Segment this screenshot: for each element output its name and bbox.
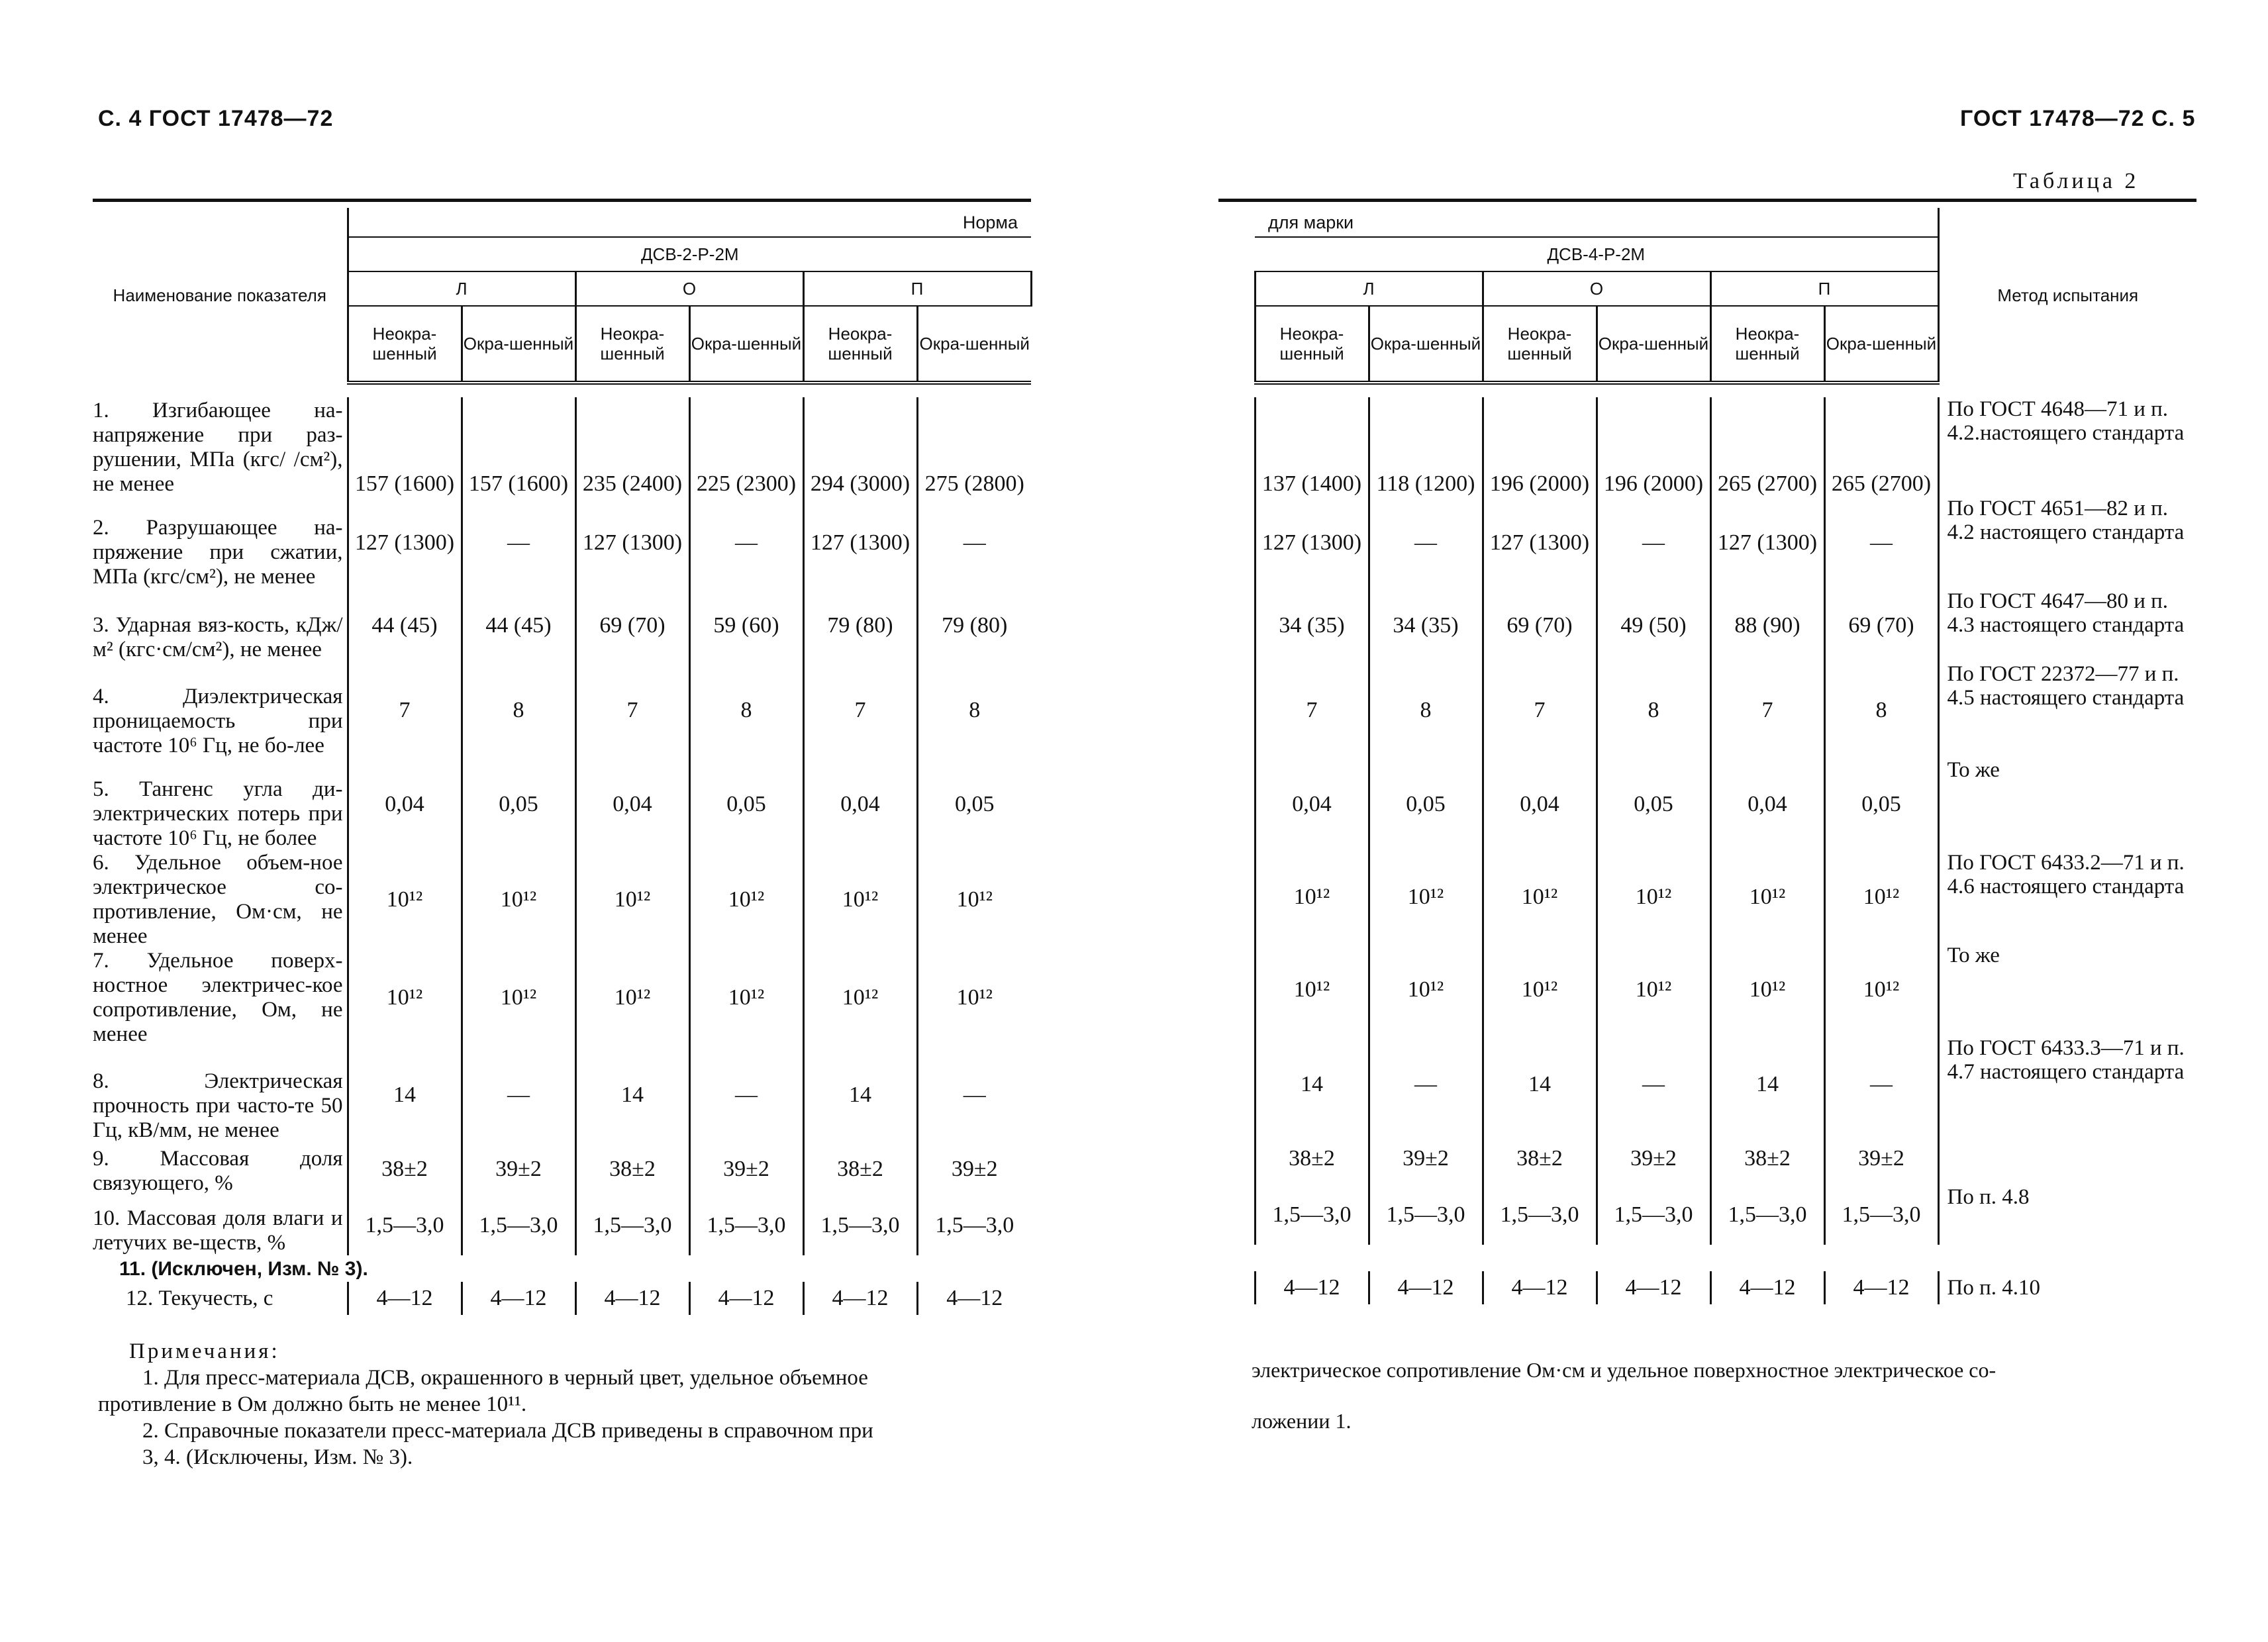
- value-cell: 0,04: [803, 758, 917, 851]
- value-cell: 10¹²: [348, 851, 462, 949]
- value-cell: 4—12: [803, 1282, 917, 1315]
- method-cell: По ГОСТ 6433.3—71 и п. 4.7 настоящего стандарта: [1938, 1036, 2196, 1132]
- painted-header: Окра-шенный: [689, 306, 803, 383]
- row-name: 2. Разрушающее на-пряжение при сжатии, МПа (кгс/см²), не менее: [93, 516, 343, 589]
- method-cell: [1938, 1132, 2196, 1185]
- value-cell: 1,5—3,0: [917, 1196, 1031, 1255]
- table-row: [93, 1196, 1031, 1255]
- value-cell: 8: [462, 662, 575, 758]
- value-cell: 38±2: [1483, 1132, 1597, 1185]
- row-name: 7. Удельное поверх-ностное электричес-кое сопротивление, Ом, не менее: [93, 949, 343, 1046]
- page-header-right: ГОСТ 17478—72 С. 5: [1960, 106, 2196, 131]
- value-cell: 4—12: [1597, 1271, 1710, 1304]
- value-cell: 10¹²: [917, 949, 1031, 1047]
- table-top-rule: [93, 199, 1031, 202]
- table-row: [93, 1143, 1031, 1196]
- method-cell: По ГОСТ 6433.2—71 и п. 4.6 настоящего стандарта: [1938, 851, 2196, 943]
- value-cell: 79 (80): [803, 589, 917, 662]
- value-cell: 8: [689, 662, 803, 758]
- value-cell: 235 (2400): [575, 397, 689, 497]
- value-cell: —: [462, 1047, 575, 1143]
- grade-header: ДСВ-4-Р-2М: [1255, 237, 1938, 271]
- value-cell: 10¹²: [575, 949, 689, 1047]
- value-cell: 4—12: [917, 1282, 1031, 1315]
- table-row: [93, 851, 1031, 949]
- value-cell: 0,05: [917, 758, 1031, 851]
- value-cell: —: [917, 1047, 1031, 1143]
- value-cell: 44 (45): [348, 589, 462, 662]
- value-cell: 38±2: [1255, 1132, 1369, 1185]
- table-row: [93, 397, 1031, 497]
- value-cell: 14: [1483, 1036, 1597, 1132]
- table-row: [1218, 1132, 2196, 1185]
- value-cell: 4—12: [1483, 1271, 1597, 1304]
- row-name: 6. Удельное объем-ное электрическое со-противление, Ом·см, не менее: [93, 851, 343, 948]
- value-cell: 38±2: [575, 1143, 689, 1196]
- method-cell: То же: [1938, 758, 2196, 851]
- value-cell: 4—12: [348, 1282, 462, 1315]
- notes-line-3: 2. Справочные показатели пресс-материала ДСВ приведены в справочном при: [142, 1419, 873, 1443]
- method-column-header: Метод испытания: [1938, 208, 2196, 383]
- value-cell: 10¹²: [803, 851, 917, 949]
- value-cell: 69 (70): [1824, 589, 1938, 662]
- value-cell: 118 (1200): [1369, 397, 1483, 497]
- row-11-excluded: 11. (Исключен, Изм. № 3).: [119, 1257, 368, 1280]
- value-cell: 10¹²: [1710, 943, 1824, 1036]
- value-cell: 88 (90): [1710, 589, 1824, 662]
- method-cell: По п. 4.10: [1938, 1271, 2196, 1304]
- value-cell: 1,5—3,0: [1597, 1185, 1710, 1245]
- type-header-2: П: [1710, 271, 1938, 306]
- table-row: [1218, 589, 2196, 662]
- value-cell: 14: [348, 1047, 462, 1143]
- value-cell: 69 (70): [1483, 589, 1597, 662]
- value-cell: 127 (1300): [1710, 497, 1824, 589]
- value-cell: 0,05: [462, 758, 575, 851]
- value-cell: 0,04: [1710, 758, 1824, 851]
- unpainted-header: Неокра-шенный: [1483, 306, 1597, 383]
- table-row: [1218, 397, 2196, 497]
- row-name: 8. Электрическая прочность при часто-те 50 Гц, кВ/мм, не менее: [93, 1069, 343, 1142]
- value-cell: 14: [803, 1047, 917, 1143]
- painted-header: Окра-шенный: [1369, 306, 1483, 383]
- value-cell: 127 (1300): [1255, 497, 1369, 589]
- value-cell: 0,05: [1597, 758, 1710, 851]
- value-cell: 39±2: [1824, 1132, 1938, 1185]
- value-cell: 137 (1400): [1255, 397, 1369, 497]
- value-cell: 38±2: [803, 1143, 917, 1196]
- value-cell: 0,04: [1255, 758, 1369, 851]
- value-cell: 225 (2300): [689, 397, 803, 497]
- value-cell: 127 (1300): [348, 497, 462, 589]
- value-cell: 1,5—3,0: [1710, 1185, 1824, 1245]
- value-cell: 0,04: [348, 758, 462, 851]
- value-cell: 10¹²: [803, 949, 917, 1047]
- value-cell: 39±2: [1597, 1132, 1710, 1185]
- value-cell: —: [1824, 497, 1938, 589]
- value-cell: 10¹²: [1483, 851, 1597, 943]
- value-cell: 10¹²: [1824, 851, 1938, 943]
- grade-header: ДСВ-2-Р-2М: [348, 237, 1031, 271]
- table-top-rule: [1218, 199, 2196, 202]
- value-cell: 10¹²: [348, 949, 462, 1047]
- value-cell: 38±2: [348, 1143, 462, 1196]
- type-header-1: О: [575, 271, 803, 306]
- value-cell: 79 (80): [917, 589, 1031, 662]
- table-row: [93, 589, 1031, 662]
- table-row: [93, 662, 1031, 758]
- value-cell: 7: [1483, 662, 1597, 758]
- value-cell: 1,5—3,0: [1824, 1185, 1938, 1245]
- value-cell: 44 (45): [462, 589, 575, 662]
- value-cell: 127 (1300): [803, 497, 917, 589]
- notes-heading: Примечания:: [129, 1339, 280, 1363]
- value-cell: 275 (2800): [917, 397, 1031, 497]
- table-row: [1218, 851, 2196, 943]
- type-header-0: Л: [348, 271, 575, 306]
- value-cell: 8: [917, 662, 1031, 758]
- value-cell: 59 (60): [689, 589, 803, 662]
- value-cell: 10¹²: [1369, 943, 1483, 1036]
- value-cell: 10¹²: [1255, 851, 1369, 943]
- value-cell: 10¹²: [575, 851, 689, 949]
- row-name: 5. Тангенс угла ди-электрических потерь при частоте 10⁶ Гц, не более: [93, 777, 343, 850]
- table-row: [1218, 943, 2196, 1036]
- value-cell: 8: [1824, 662, 1938, 758]
- value-cell: 4—12: [1710, 1271, 1824, 1304]
- value-cell: 10¹²: [462, 851, 575, 949]
- value-cell: 10¹²: [689, 949, 803, 1047]
- value-cell: 10¹²: [1597, 851, 1710, 943]
- method-cell: По п. 4.8: [1938, 1185, 2196, 1245]
- page-header-left: С. 4 ГОСТ 17478—72: [98, 106, 334, 131]
- value-cell: 7: [575, 662, 689, 758]
- value-cell: 0,05: [1369, 758, 1483, 851]
- value-cell: 4—12: [575, 1282, 689, 1315]
- value-cell: 196 (2000): [1483, 397, 1597, 497]
- value-cell: 8: [1369, 662, 1483, 758]
- row-name: 1. Изгибающее на-напряжение при раз-рушении, МПа (кгс/ /см²), не менее: [93, 399, 343, 496]
- table-row: [93, 1047, 1031, 1143]
- value-cell: 157 (1600): [348, 397, 462, 497]
- table-title: Таблица 2: [2013, 169, 2140, 193]
- row-name: 4. Диэлектрическая проницаемость при частоте 10⁶ Гц, не бо-лее: [93, 685, 343, 757]
- row-name: 10. Массовая доля влаги и летучих ве-ществ, %: [93, 1206, 343, 1255]
- value-cell: 10¹²: [1369, 851, 1483, 943]
- value-cell: 0,05: [1824, 758, 1938, 851]
- value-cell: —: [917, 497, 1031, 589]
- value-cell: 49 (50): [1597, 589, 1710, 662]
- table-row: [93, 758, 1031, 851]
- method-cell: По ГОСТ 4651—82 и п. 4.2 настоящего стандарта: [1938, 497, 2196, 589]
- value-cell: 10¹²: [689, 851, 803, 949]
- value-cell: 1,5—3,0: [689, 1196, 803, 1255]
- type-header-1: О: [1483, 271, 1710, 306]
- table-row: [93, 497, 1031, 589]
- value-cell: 7: [1255, 662, 1369, 758]
- value-cell: 10¹²: [462, 949, 575, 1047]
- painted-header: Окра-шенный: [1597, 306, 1710, 383]
- value-cell: 10¹²: [1824, 943, 1938, 1036]
- value-cell: 1,5—3,0: [1483, 1185, 1597, 1245]
- value-cell: 157 (1600): [462, 397, 575, 497]
- unpainted-header: Неокра-шенный: [348, 306, 462, 383]
- value-cell: 1,5—3,0: [575, 1196, 689, 1255]
- painted-header: Окра-шенный: [917, 306, 1031, 383]
- value-cell: 39±2: [1369, 1132, 1483, 1185]
- table-row: [93, 949, 1031, 1047]
- notes-line-4: 3, 4. (Исключены, Изм. № 3).: [142, 1445, 413, 1469]
- value-cell: 10¹²: [1710, 851, 1824, 943]
- value-cell: 1,5—3,0: [348, 1196, 462, 1255]
- value-cell: 1,5—3,0: [803, 1196, 917, 1255]
- value-cell: 7: [803, 662, 917, 758]
- table-row: [1218, 1036, 2196, 1132]
- value-cell: 4—12: [689, 1282, 803, 1315]
- value-cell: 0,05: [689, 758, 803, 851]
- value-cell: 69 (70): [575, 589, 689, 662]
- row-name: 3. Ударная вяз-кость, кДж/м² (кгс·см/см²), не менее: [93, 613, 343, 661]
- norm-header: Норма: [348, 208, 1031, 237]
- value-cell: 8: [1597, 662, 1710, 758]
- value-cell: 265 (2700): [1824, 397, 1938, 497]
- value-cell: 34 (35): [1369, 589, 1483, 662]
- value-cell: 14: [575, 1047, 689, 1143]
- method-cell: По ГОСТ 22372—77 и п. 4.5 настоящего стандарта: [1938, 662, 2196, 758]
- painted-header: Окра-шенный: [462, 306, 575, 383]
- row-12-name: 12. Текучесть, с: [126, 1286, 273, 1310]
- value-cell: —: [1597, 1036, 1710, 1132]
- value-cell: 4—12: [1369, 1271, 1483, 1304]
- value-cell: —: [1369, 1036, 1483, 1132]
- value-cell: —: [689, 497, 803, 589]
- type-header-0: Л: [1255, 271, 1483, 306]
- name-column-header: Наименование показателя: [93, 208, 348, 383]
- row-name: 9. Массовая доля связующего, %: [93, 1147, 343, 1195]
- value-cell: 196 (2000): [1597, 397, 1710, 497]
- method-cell: То же: [1938, 943, 2196, 1036]
- table-row: [1218, 758, 2196, 851]
- value-cell: —: [1824, 1036, 1938, 1132]
- unpainted-header: Неокра-шенный: [1255, 306, 1369, 383]
- notes-line-1: 1. Для пресс-материала ДСВ, окрашенного в черный цвет, удельное объемное: [142, 1366, 868, 1390]
- method-cell: По ГОСТ 4648—71 и п. 4.2.настоящего стандарта: [1938, 397, 2196, 497]
- value-cell: 0,04: [575, 758, 689, 851]
- notes-right-1: электрическое сопротивление Ом·см и удельное поверхностное электрическое со-: [1252, 1358, 1997, 1382]
- value-cell: 39±2: [462, 1143, 575, 1196]
- value-cell: 4—12: [462, 1282, 575, 1315]
- notes-right-2: ложении 1.: [1252, 1409, 1352, 1433]
- value-cell: 39±2: [917, 1143, 1031, 1196]
- value-cell: —: [462, 497, 575, 589]
- table-row: [1218, 662, 2196, 758]
- value-cell: 4—12: [1255, 1271, 1369, 1304]
- method-cell: По ГОСТ 4647—80 и п. 4.3 настоящего стандарта: [1938, 589, 2196, 662]
- value-cell: 10¹²: [1255, 943, 1369, 1036]
- notes-line-2: противление в Ом должно быть не менее 10¹¹.: [98, 1392, 527, 1416]
- value-cell: 14: [1710, 1036, 1824, 1132]
- value-cell: 1,5—3,0: [1255, 1185, 1369, 1245]
- value-cell: 10¹²: [917, 851, 1031, 949]
- painted-header: Окра-шенный: [1824, 306, 1938, 383]
- value-cell: 10¹²: [1483, 943, 1597, 1036]
- value-cell: 7: [348, 662, 462, 758]
- value-cell: 39±2: [689, 1143, 803, 1196]
- value-cell: 34 (35): [1255, 589, 1369, 662]
- value-cell: 1,5—3,0: [462, 1196, 575, 1255]
- value-cell: 1,5—3,0: [1369, 1185, 1483, 1245]
- value-cell: 294 (3000): [803, 397, 917, 497]
- value-cell: —: [1369, 497, 1483, 589]
- value-cell: 14: [1255, 1036, 1369, 1132]
- unpainted-header: Неокра-шенный: [1710, 306, 1824, 383]
- value-cell: 4—12: [1824, 1271, 1938, 1304]
- value-cell: —: [1597, 497, 1710, 589]
- value-cell: 0,04: [1483, 758, 1597, 851]
- value-cell: 127 (1300): [1483, 497, 1597, 589]
- norm-header-cont: для марки: [1255, 208, 1938, 237]
- unpainted-header: Неокра-шенный: [575, 306, 689, 383]
- value-cell: 265 (2700): [1710, 397, 1824, 497]
- table-row: [1218, 497, 2196, 589]
- value-cell: 7: [1710, 662, 1824, 758]
- value-cell: 38±2: [1710, 1132, 1824, 1185]
- table-row: [1218, 1185, 2196, 1245]
- value-cell: 10¹²: [1597, 943, 1710, 1036]
- unpainted-header: Неокра-шенный: [803, 306, 917, 383]
- value-cell: —: [689, 1047, 803, 1143]
- value-cell: 127 (1300): [575, 497, 689, 589]
- type-header-2: П: [803, 271, 1031, 306]
